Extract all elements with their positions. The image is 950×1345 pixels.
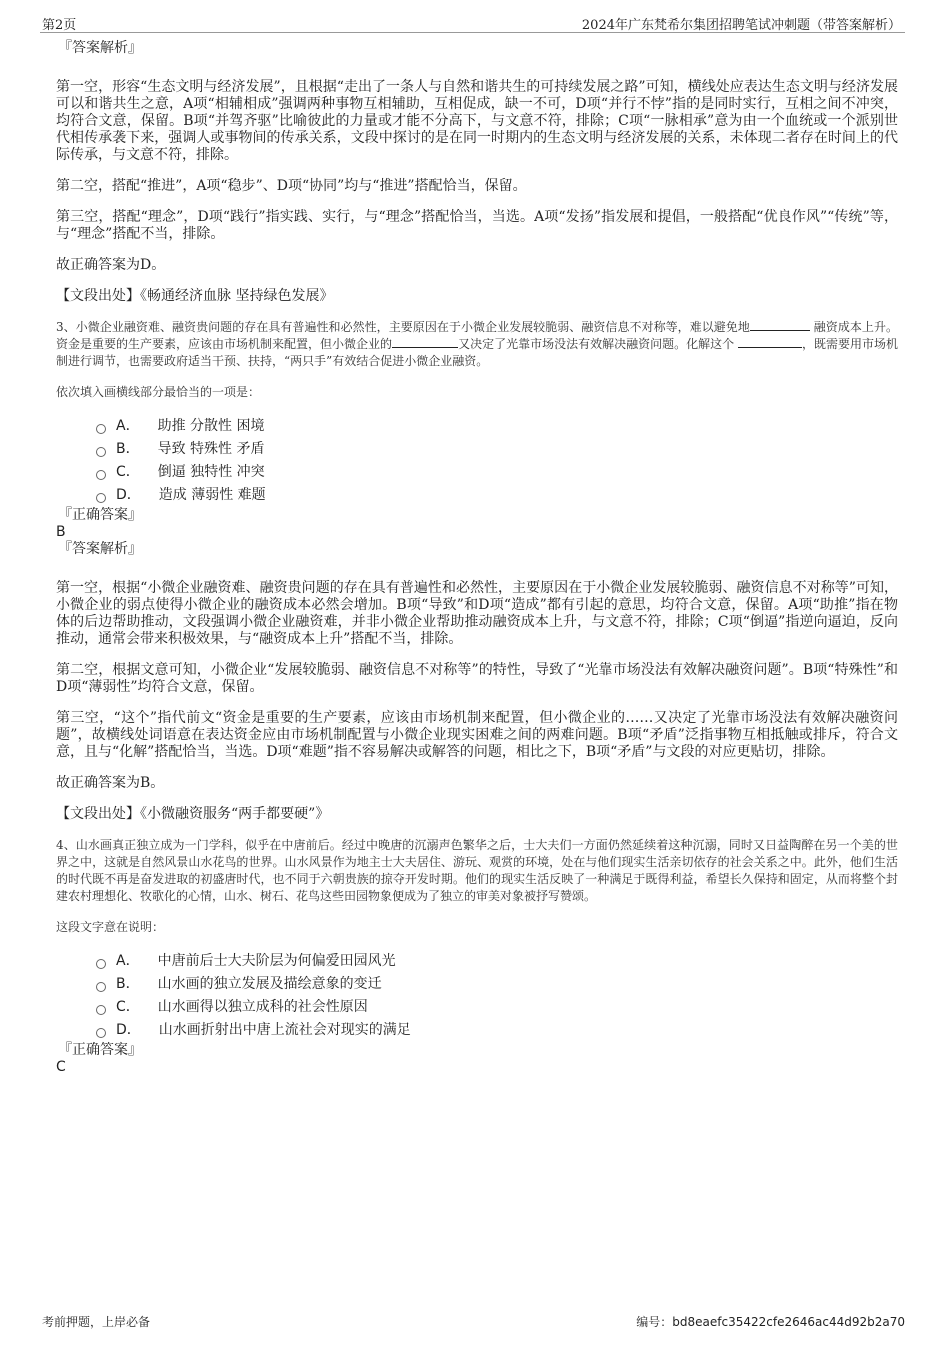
q2-analysis-p3: 第三空，搭配“理念”，D项“践行”指实践、实行，与“理念”搭配恰当，当选。A项“发扬”指发展和提倡，一般搭配“优良作风”“传统”等，与“理念”搭配不当，排除。 [56, 209, 898, 242]
q4-correct-label: 『正确答案』 [58, 1042, 142, 1058]
q3-option-b[interactable]: B． 导致 特殊性 矛盾 [96, 438, 898, 461]
q3-option-a[interactable]: A． 助推 分散性 困境 [96, 415, 898, 438]
q3-option-d[interactable]: D． 造成 薄弱性 难题 [96, 484, 898, 507]
q2-analysis-p1: 第一空，形容“生态文明与经济发展”，且根据“走出了一条人与自然和谐共生的可持续发展之路”可知，横线处应表达生态文明与经济发展可以和谐共生之意，A项“相辅相成”强调两种事物互相辅助，互相促成，缺一不可，D项“并行不悖”指的是同时实行，互相之间不冲突，均符合文意，保留。B项“并驾齐驱”比喻彼此的力量或才能不分高下，与文意不符，排除；C项“一脉相承”意为由一个血统或一个派别世代相传承袭下来，强调人或事物间的传承关系，文段中探讨的是在同一时期内的生态文明与经济发展的关系，未体现二者存在时间上的代际传承，与文意不符，排除。 [56, 79, 898, 163]
q4-correct-answer: C [56, 1059, 66, 1075]
radio-icon[interactable] [96, 1005, 106, 1015]
q4-stem: 4、山水画真正独立成为一门学科，似乎在中唐前后。经过中晚唐的沉溺声色繁华之后，士大夫们一方面仍然延续着这种沉溺，同时又日益陶醉在另一个美的世界之中，这就是自然风景山水花鸟的世界。山水风景作为地主士大夫居住、游玩、观赏的环境，处在与他们现实生活亲切依存的社会关系之中。此外，他们生活的时代既不再是奋发进取的初盛唐时代，也不同于六朝贵族的掠夺开发时期。他们的现实生活反映了一种满足于既得利益，希望长久保持和固定，从而将整个封建农村理想化、牧歌化的心情，山水、树石、花鸟这些田园物象便成为了独立的审美对象被抒写赞颂。 [56, 838, 898, 903]
q3-source: 【文段出处】《小微融资服务“两手都要硬”》 [56, 806, 330, 822]
q2-analysis-p2: 第二空，搭配“推进”，A项“稳步”、D项“协同”均与“推进”搭配恰当，保留。 [56, 178, 527, 194]
radio-icon[interactable] [96, 959, 106, 969]
document-body [56, 40, 898, 1076]
page-header [40, 10, 905, 33]
q3-analysis-p2: 第二空，根据文意可知，小微企业“发展较脆弱、融资信息不对称等”的特性，导致了“光靠市场没法有效解决融资问题”。B项“特殊性”和D项“薄弱性”均符合文意，保留。 [56, 662, 898, 695]
radio-icon[interactable] [96, 1028, 106, 1038]
q3-analysis-label: 『答案解析』 [58, 541, 142, 557]
q3-analysis-p1: 第一空，根据“小微企业融资难、融资贵问题的存在具有普遍性和必然性，主要原因在于小微企业发展较脆弱、融资信息不对称等”可知，小微企业的弱点使得小微企业的融资成本必然会增加。B项“导致”和D项“造成”都有引起的意思，均符合文意，保留。A项“助推”指在物体的后边帮助推动，文段强调小微企业融资难，并非小微企业帮助推动融资成本上升，与文意不符，排除；C项“倒逼”指逆向逼迫，反向推动，通常会带来积极效果，与“融资成本上升”搭配不当，排除。 [56, 580, 898, 647]
radio-icon[interactable] [96, 470, 106, 480]
q4-option-d[interactable]: D． 山水画折射出中唐上流社会对现实的满足 [96, 1019, 898, 1042]
footer-slogan: 考前押题，上岸必备 [42, 1315, 151, 1329]
radio-icon[interactable] [96, 447, 106, 457]
radio-icon[interactable] [96, 982, 106, 992]
q3-analysis-p3: 第三空，“这个”指代前文“资金是重要的生产要素，应该由市场机制来配置，但小微企业的……又决定了光靠市场没法有效解决融资问题”，故横线处词语意在表达资金应由市场机制配置与小微企业现实困难之间的两难问题。B项“矛盾”泛指事物互相抵触或排斥，符合文意，且与“化解”搭配恰当，当选。D项“难题”指不容易解决或解答的问题，相比之下，B项“矛盾”与文段的对应更贴切，排除。 [56, 710, 898, 760]
q3-correct-label: 『正确答案』 [58, 507, 142, 523]
document-code: 编号：bd8eaefc35422cfe2646ac44d92b2a70 [636, 1315, 905, 1329]
q3-option-c[interactable]: C． 倒逼 独特性 冲突 [96, 461, 898, 484]
q2-source: 【文段出处】《畅通经济血脉 坚持绿色发展》 [56, 288, 334, 304]
q4-option-b[interactable]: B． 山水画的独立发展及描绘意象的变迁 [96, 973, 898, 996]
q3-options [96, 415, 898, 507]
page-number: 第2页 [42, 18, 77, 33]
q3-blank-3 [738, 336, 802, 348]
radio-icon[interactable] [96, 424, 106, 434]
radio-icon[interactable] [96, 493, 106, 503]
q2-analysis-label: 『答案解析』 [58, 40, 142, 56]
q3-conclusion: 故正确答案为B。 [56, 775, 165, 791]
q4-options [96, 950, 898, 1042]
q3-stem: 3、小微企业融资难、融资贵问题的存在具有普遍性和必然性，主要原因在于小微企业发展较脆弱、融资信息不对称等，难以避免地 融资成本上升。资金是重要的生产要素，应该由市场机制来配置，但小微企业的 又决定了光靠市场没法有效解决融资问题。化解这个 ，既需要用市场机制进行调节，也需要政府适当干预、扶持，“两只手”有效结合促进小微企业融资。 [56, 320, 898, 368]
q3-correct-answer: B [56, 524, 66, 540]
q3-blank-2 [392, 336, 458, 348]
document-title: 2024年广东梵希尔集团招聘笔试冲刺题（带答案解析） [581, 18, 901, 33]
q4-prompt: 这段文字意在说明： [56, 920, 165, 934]
q3-prompt: 依次填入画横线部分最恰当的一项是： [56, 385, 261, 399]
q2-conclusion: 故正确答案为D。 [56, 257, 166, 273]
q4-option-a[interactable]: A． 中唐前后士大夫阶层为何偏爱田园风光 [96, 950, 898, 973]
q3-blank-1 [750, 319, 810, 331]
q4-option-c[interactable]: C． 山水画得以独立成科的社会性原因 [96, 996, 898, 1019]
